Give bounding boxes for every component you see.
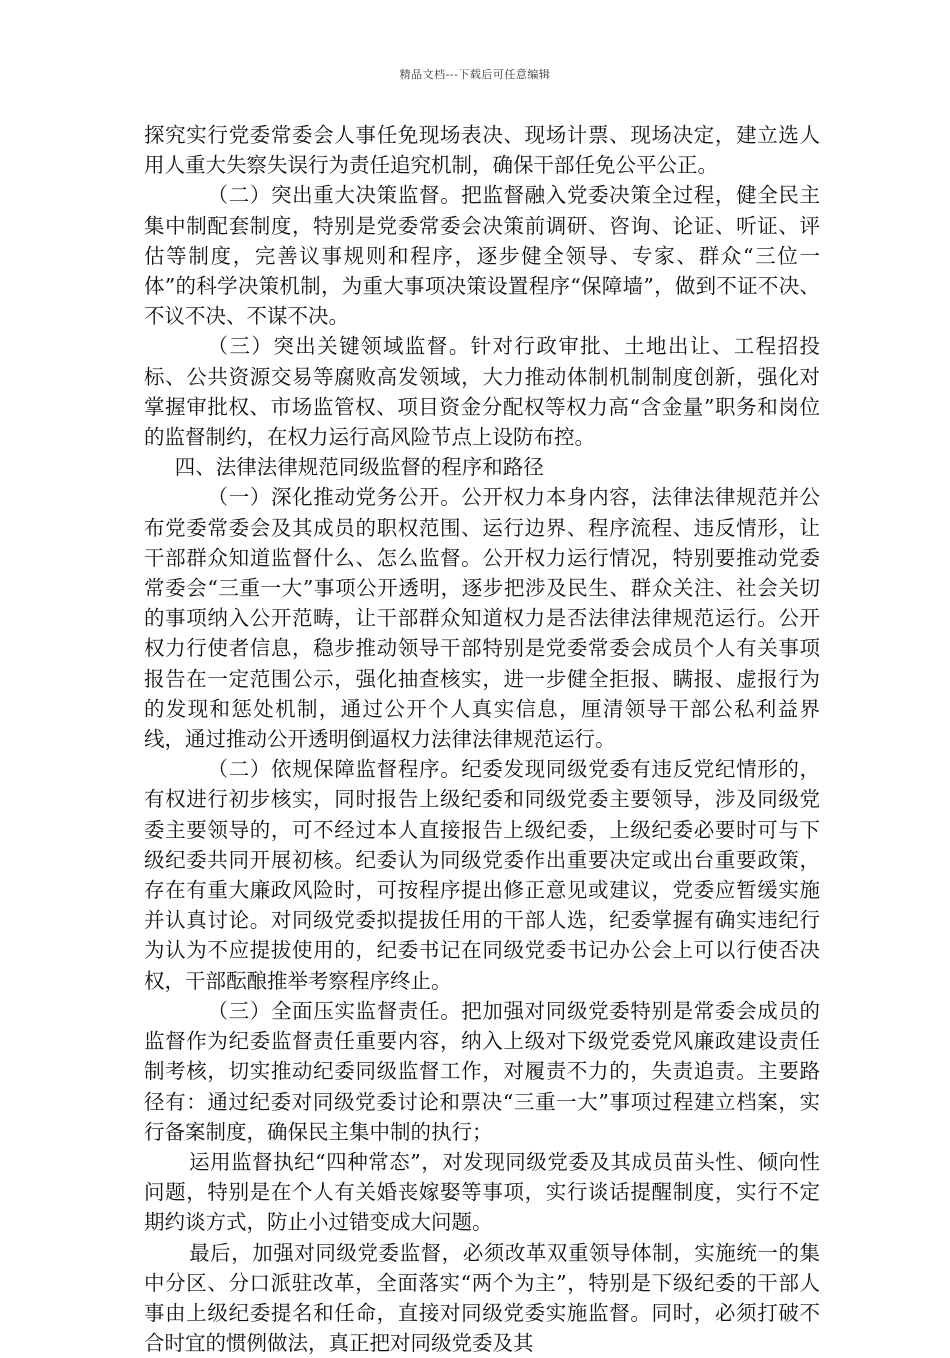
paragraph-3: （三）突出关键领域监督。针对行政审批、土地出让、工程招投标、公共资源交易等腐败高发领域，大力推动体制机制制度创新，强化对掌握审批权、市场监管权、项目资金分配权等权力高“含金量”职务和岗位的监督制约，在权力运行高风险节点上设防布控。	[144, 334, 820, 450]
document-body	[144, 120, 820, 1358]
paragraph-1: 探究实行党委常委会人事任免现场表决、现场计票、现场决定，建立选人用人重大失察失误行为责任追究机制，确保干部任免公平公正。	[144, 123, 820, 178]
page-header: 精品文档---下载后可任意编辑	[399, 68, 551, 81]
paragraph-7: （三）全面压实监督责任。把加强对同级党委特别是常委会成员的监督作为纪委监督责任重要内容，纳入上级对下级党委党风廉政建设责任制考核，切实推动纪委同级监督工作，对履责不力的，失责追责。主要路径有：通过纪委对同级党委讨论和票决“三重一大”事项过程建立档案，实行备案制度，确保民主集中制的执行；	[144, 998, 820, 1144]
paragraph-2: （二）突出重大决策监督。把监督融入党委决策全过程，健全民主集中制配套制度，特别是党委常委会决策前调研、咨询、论证、听证、评估等制度，完善议事规则和程序，逐步健全领导、专家、群众“三位一体”的科学决策机制，为重大事项决策设置程序“保障墙”，做到不证不决、不议不决、不谋不决。	[144, 183, 820, 329]
paragraph-6: （二）依规保障监督程序。纪委发现同级党委有违反党纪情形的，有权进行初步核实，同时报告上级纪委和同级党委主要领导，涉及同级党委主要领导的，可不经过本人直接报告上级纪委，上级纪委必要时可与下级纪委共同开展初核。纪委认为同级党委作出重要决定或出台重要政策，存在有重大廉政风险时，可按程序提出修正意见或建议，党委应暂缓实施并认真讨论。对同级党委拟提拔任用的干部人选，纪委掌握有确实违纪行为认为不应提拔使用的，纪委书记在同级党委书记办公会上可以行使否决权，干部酝酿推举考察程序终止。	[144, 757, 820, 993]
paragraph-9: 最后，加强对同级党委监督，必须改革双重领导体制，实施统一的集中分区、分口派驻改革，全面落实“两个为主”，特别是下级纪委的干部人事由上级纪委提名和任命，直接对同级党委实施监督。同时，必须打破不合时宜的惯例做法，真正把对同级党委及其	[144, 1240, 820, 1356]
paragraph-5: （一）深化推动党务公开。公开权力本身内容，法律法律规范并公布党委常委会及其成员的职权范围、运行边界、程序流程、违反情形，让干部群众知道监督什么、怎么监督。公开权力运行情况，特别要推动党委常委会“三重一大”事项公开透明，逐步把涉及民生、群众关注、社会关切的事项纳入公开范畴，让干部群众知道权力是否法律法律规范运行。公开权力行使者信息，稳步推动领导干部特别是党委常委会成员个人有关事项报告在一定范围公示，强化抽查核实，进一步健全拒报、瞒报、虚报行为的发现和惩处机制，通过公开个人真实信息，厘清领导干部公私利益界线，通过推动公开透明倒逼权力法律法律规范运行。	[144, 485, 820, 752]
section-heading-4: 四、法律法律规范同级监督的程序和路径	[174, 455, 544, 480]
paragraph-8: 运用监督执纪“四种常态”，对发现同级党委及其成员苗头性、倾向性问题，特别是在个人有关婚丧嫁娶等事项，实行谈话提醒制度，实行不定期约谈方式，防止小过错变成大问题。	[144, 1149, 820, 1235]
